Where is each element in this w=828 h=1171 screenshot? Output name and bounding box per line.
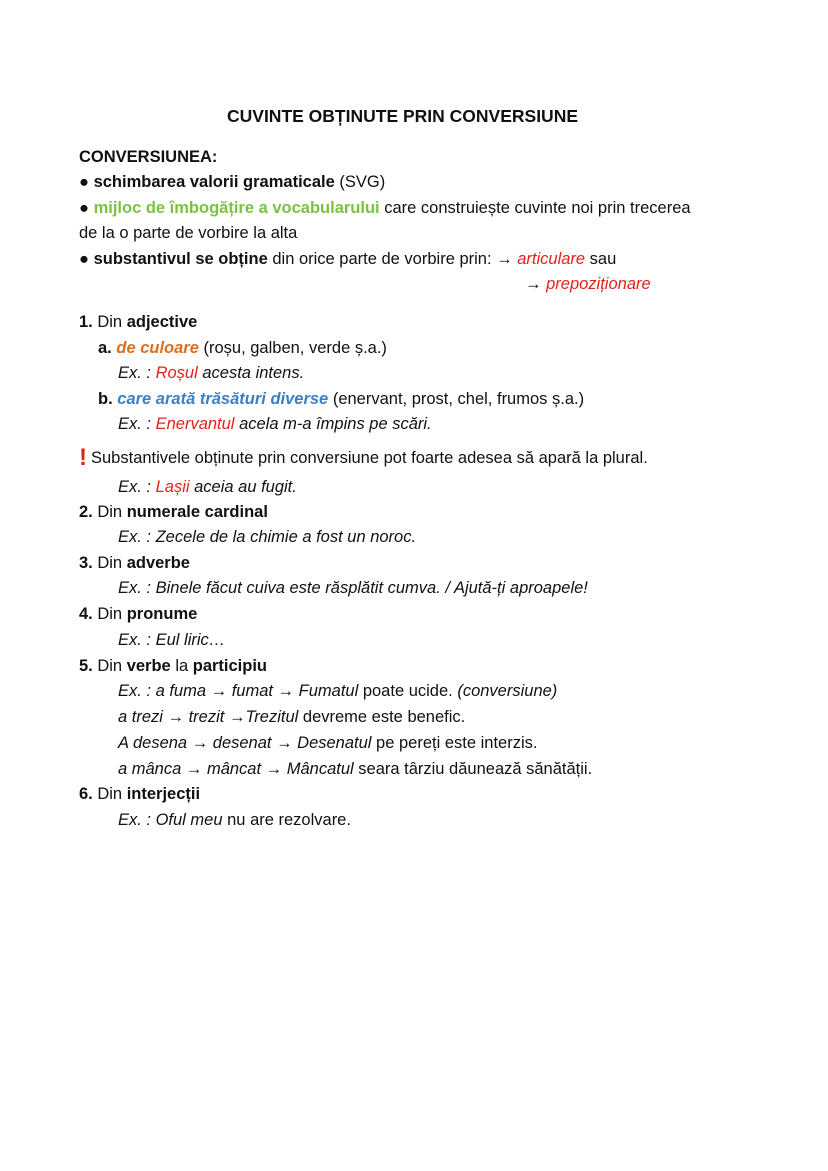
section-4-heading — [79, 604, 197, 624]
section-2-heading — [79, 502, 268, 522]
section-5-example-4 — [118, 759, 592, 779]
bullet-icon: ● — [79, 250, 89, 268]
section-bold: adjective — [126, 313, 198, 331]
item-label: a. — [98, 339, 112, 357]
example-label: Ex. : — [118, 478, 156, 496]
bullet-bold: substantivul se obține — [93, 250, 268, 268]
red-term: Enervantul — [155, 415, 235, 433]
section-number: 2. — [79, 503, 93, 521]
example-italic: a mânca → mâncat → Mâncatul — [118, 760, 354, 778]
example-italic: A desena → desenat → Desenatul — [118, 734, 372, 752]
bullet-substantive-cont — [525, 274, 651, 294]
bullet-green-text: mijloc de îmbogățire a vocabularului — [93, 199, 380, 217]
example-text: poate ucide. — [358, 682, 458, 700]
section-3-heading — [79, 553, 190, 573]
example-label: Ex. : — [118, 415, 156, 433]
section-bold: interjecții — [126, 785, 201, 803]
section-bold: pronume — [126, 605, 198, 623]
section-1b-example — [118, 414, 432, 434]
bullet-text: (SVG) — [334, 173, 386, 191]
section-number: 3. — [79, 554, 93, 572]
section-6-example — [118, 810, 351, 830]
arrow-text: → — [525, 275, 547, 293]
bullet-text: care construiește cuvinte noi prin trecerea — [379, 199, 691, 217]
section-heading: CONVERSIUNEA: — [79, 148, 218, 166]
section-text: la — [170, 657, 193, 675]
section-4-example: Ex. : Eul liric… — [118, 631, 226, 649]
section-5-example-1 — [118, 681, 557, 701]
blue-term: care arată trăsături diverse — [117, 390, 329, 408]
bullet-substantive — [79, 249, 616, 269]
section-1-heading — [79, 312, 197, 332]
example-text: acesta intens. — [197, 364, 305, 382]
orange-term: de culoare — [116, 339, 199, 357]
example-label: Ex. : — [118, 364, 156, 382]
section-text: Din — [92, 785, 127, 803]
bullet-icon: ● — [79, 199, 89, 217]
section-1b — [98, 389, 584, 409]
bullet-enrichment — [79, 198, 691, 218]
section-bold: adverbe — [126, 554, 190, 572]
example-italic: (conversiune) — [457, 682, 558, 700]
plural-note — [79, 444, 648, 471]
red-term: Roșul — [155, 364, 198, 382]
example-text: aceia au fugit. — [189, 478, 297, 496]
section-5-example-2 — [118, 707, 465, 727]
section-number: 5. — [79, 657, 93, 675]
item-label: b. — [98, 390, 113, 408]
section-bold: participiu — [192, 657, 268, 675]
bullet-enrichment-cont: de la o parte de vorbire la alta — [79, 224, 298, 242]
example-italic: Ex. : Oful meu — [118, 811, 223, 829]
bullet-bold: schimbarea valorii gramaticale — [93, 173, 335, 191]
section-1a-example — [118, 363, 304, 383]
item-text: (enervant, prost, chel, frumos ș.a.) — [328, 390, 585, 408]
red-term: articulare — [517, 250, 586, 268]
section-number: 6. — [79, 785, 93, 803]
section-text: Din — [92, 313, 127, 331]
bullet-icon: ● — [79, 173, 89, 191]
plural-note-example — [118, 477, 297, 497]
section-text: Din — [92, 503, 127, 521]
example-text: pe pereți este interzis. — [371, 734, 538, 752]
section-1a — [98, 338, 387, 358]
section-bold: verbe — [126, 657, 171, 675]
section-number: 4. — [79, 605, 93, 623]
section-6-heading — [79, 784, 200, 804]
example-text: acela m-a împins pe scări. — [234, 415, 432, 433]
section-number: 1. — [79, 313, 93, 331]
bullet-text: sau — [585, 250, 617, 268]
section-bold: numerale cardinal — [126, 503, 268, 521]
exclamation-icon: ! — [79, 444, 87, 471]
example-italic: Ex. : a fuma → fumat → Fumatul — [118, 682, 359, 700]
example-text: devreme este benefic. — [298, 708, 466, 726]
section-5-heading — [79, 656, 267, 676]
bullet-text: din orice parte de vorbire prin: → — [267, 250, 518, 268]
section-3-example: Ex. : Binele făcut cuiva este răsplătit cumva. / Ajută-ți aproapele! — [118, 579, 588, 597]
section-5-example-3 — [118, 733, 537, 753]
example-text: nu are rezolvare. — [222, 811, 351, 829]
section-text: Din — [92, 554, 127, 572]
bullet-svg — [79, 172, 385, 192]
example-italic: a trezi → trezit →Trezitul — [118, 708, 299, 726]
example-text: seara târziu dăunează sănătății. — [353, 760, 593, 778]
section-2-example: Ex. : Zecele de la chimie a fost un noroc. — [118, 528, 417, 546]
item-text: (roșu, galben, verde ș.a.) — [198, 339, 387, 357]
red-term: prepoziționare — [546, 275, 651, 293]
page-title: CUVINTE OBȚINUTE PRIN CONVERSIUNE — [227, 106, 578, 126]
section-text: Din — [92, 657, 127, 675]
note-text: Substantivele obținute prin conversiune pot foarte adesea să apară la plural. — [91, 449, 648, 467]
red-term: Lașii — [155, 478, 190, 496]
section-text: Din — [92, 605, 127, 623]
